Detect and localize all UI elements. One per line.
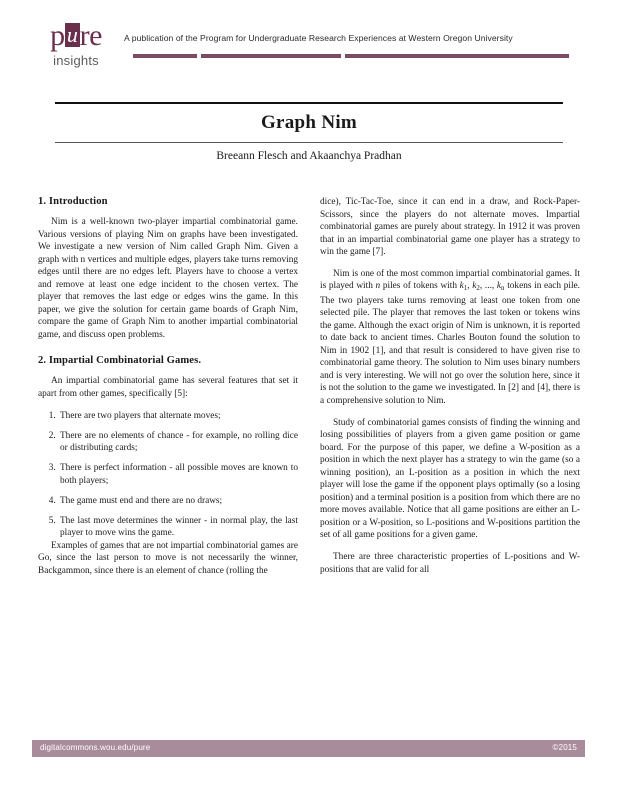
masthead-rule-group xyxy=(133,54,569,58)
author-byline: Breeann Flesch and Akaanchya Pradhan xyxy=(216,150,402,162)
page-footer xyxy=(32,740,585,757)
math-sub-n: n xyxy=(501,284,505,293)
feature-list xyxy=(38,410,298,540)
paragraph-combinatorial-study: Study of combinatorial games consists of finding the winning and losing possibilities of players from a given game position or game board. For the purpose of this paper, we define a W-position as a position in which the next player has a strategy to win the game (so a winning position), an L-position as a position in which the next player will lose the game if the opponent plays optimally (so a losing position) and a terminal position is a position from which there are no more moves available. Notice that all game positions are either an L-position or a W-position, so L-positions and W-positions partition the set of all game positions for a given game. xyxy=(320,417,580,541)
section-heading-impartial-combinatorial-games: 2. Impartial Combinatorial Games. xyxy=(38,355,202,367)
logo-letter-p: p xyxy=(50,19,65,52)
logo-subtitle: insights xyxy=(53,53,99,68)
masthead-tagline: A publication of the Program for Undergraduate Research Experiences at Western Oregon University xyxy=(124,33,513,43)
math-sub-1: 1 xyxy=(463,284,468,293)
title-rule-bottom xyxy=(55,142,563,143)
list-item: 1. There are two players that alternate moves; xyxy=(58,410,298,423)
title-rule-top xyxy=(55,102,563,104)
list-item: 4. The game must end and there are no draws; xyxy=(58,495,298,508)
math-ellipsis: , ..., xyxy=(479,281,497,292)
math-var-k2: k xyxy=(472,281,477,292)
list-item: 5. The last move determines the winner - in normal play, the last player to move wins the game. xyxy=(58,515,298,540)
math-var-n: n xyxy=(375,281,381,292)
paragraph-characteristic-properties: There are three characteristic properties of L-positions and W-positions that are valid for all xyxy=(320,551,580,575)
nim-text-b: piles of tokens with xyxy=(380,281,460,292)
footer-url[interactable]: digitalcommons.wou.edu/pure xyxy=(40,743,151,752)
logo-stylized-u-glyph: u xyxy=(65,23,80,47)
article-body xyxy=(38,196,580,578)
page-title: Graph Nim xyxy=(260,112,358,133)
paragraph-continuation-examples: dice), Tic-Tac-Toe, since it can end in a draw, and Rock-Paper-Scissors, since the players do not alternate moves. Impartial combinatorial games are purely about strategy. In 1912 it was proven that in an impartial combinatorial game one player has a strategy to win the game [7]. xyxy=(320,197,580,258)
list-item: 2. There are no elements of chance - for example, no rolling dice or distributing cards; xyxy=(58,430,298,455)
masthead xyxy=(0,0,618,88)
list-item: 3. There is perfect information - all possible moves are known to both players; xyxy=(58,462,298,487)
section-heading-introduction: 1. Introduction xyxy=(38,196,108,207)
masthead-rule-segment-1 xyxy=(133,54,197,58)
math-var-k1: k xyxy=(459,281,464,292)
nim-text-a: Nim is one of the most common impartial combinatorial games. It is played with xyxy=(320,268,580,292)
paragraph-nim-piles: Nim is one of the most common impartial combinatorial games. It is played with n piles of tokens with $k_1$, $k_2$, ..., $k_n$ tokens in each pile. The two players take turns removing at least one token from one selected pile. The player that removes the last token or tokens wins the game. Although the exact origin of Nim is unknown, it is reported to date back to ancient times. Charles Bouton found the solution to Nim in 1902 [1], and that result is considered to have given rise to combinatorial game theory. The solution to Nim uses binary numbers and is very interesting. We will not go over the solution here, since it is not the solution to the game we investigated. In [2] and [4], there is a comprehensive solution to Nim. xyxy=(320,268,581,406)
pure-insights-logo xyxy=(34,19,118,68)
paragraph-impartial-game-intro: An impartial combinatorial game has several features that set it apart from other games, specifically [5]: xyxy=(38,376,298,400)
masthead-rule-segment-2 xyxy=(201,54,341,58)
right-column xyxy=(320,196,580,578)
footer-copyright: ©2015 xyxy=(552,743,577,752)
paragraph-non-impartial-examples: Examples of games that are not impartial combinatorial games are Go, since the last person to move is not necessarily the winner, Backgammon, since there is an element of chance (rolling the xyxy=(38,540,298,577)
masthead-rule-segment-3 xyxy=(345,54,569,58)
logo-wordmark xyxy=(34,19,118,52)
logo-letters-re: re xyxy=(79,19,102,52)
paragraph-introduction: Nim is a well-known two-player impartial combinatorial game. Various versions of playing Nim on graphs have been investigated. We investigate a new version of Nim called Graph Nim. Given a graph with n vertices and multiple edges, players take turns removing edges until there are no edges left. Players have to choose a vertex and remove at least one edge incident to the chosen vertex. The player that removes the last edge or edges wins the game. In this paper, we give the solution for certain game boards of Graph Nim, compare the game of Graph Nim to another impartial combinatorial game, and discuss open problems. xyxy=(38,217,298,340)
math-sub-2: 2 xyxy=(476,284,480,293)
left-column xyxy=(38,196,298,578)
nim-text-c: tokens in each pile. The two players take turns removing at least one token from one selected pile. The player that removes the last token or tokens wins the game. Although the exact origin of Nim is unknown, it is reported to date back to ancient times. Charles Bouton found the solution to Nim in 1902 [1], and that result is considered to have given rise to combinatorial game theory. The solution to Nim uses binary numbers and is very interesting. We will not go over the solution here, since it is not the solution to the game we investigated. In [2] and [4], there is a comprehensive solution to Nim. xyxy=(320,281,581,406)
math-var-kn: k xyxy=(496,281,502,292)
